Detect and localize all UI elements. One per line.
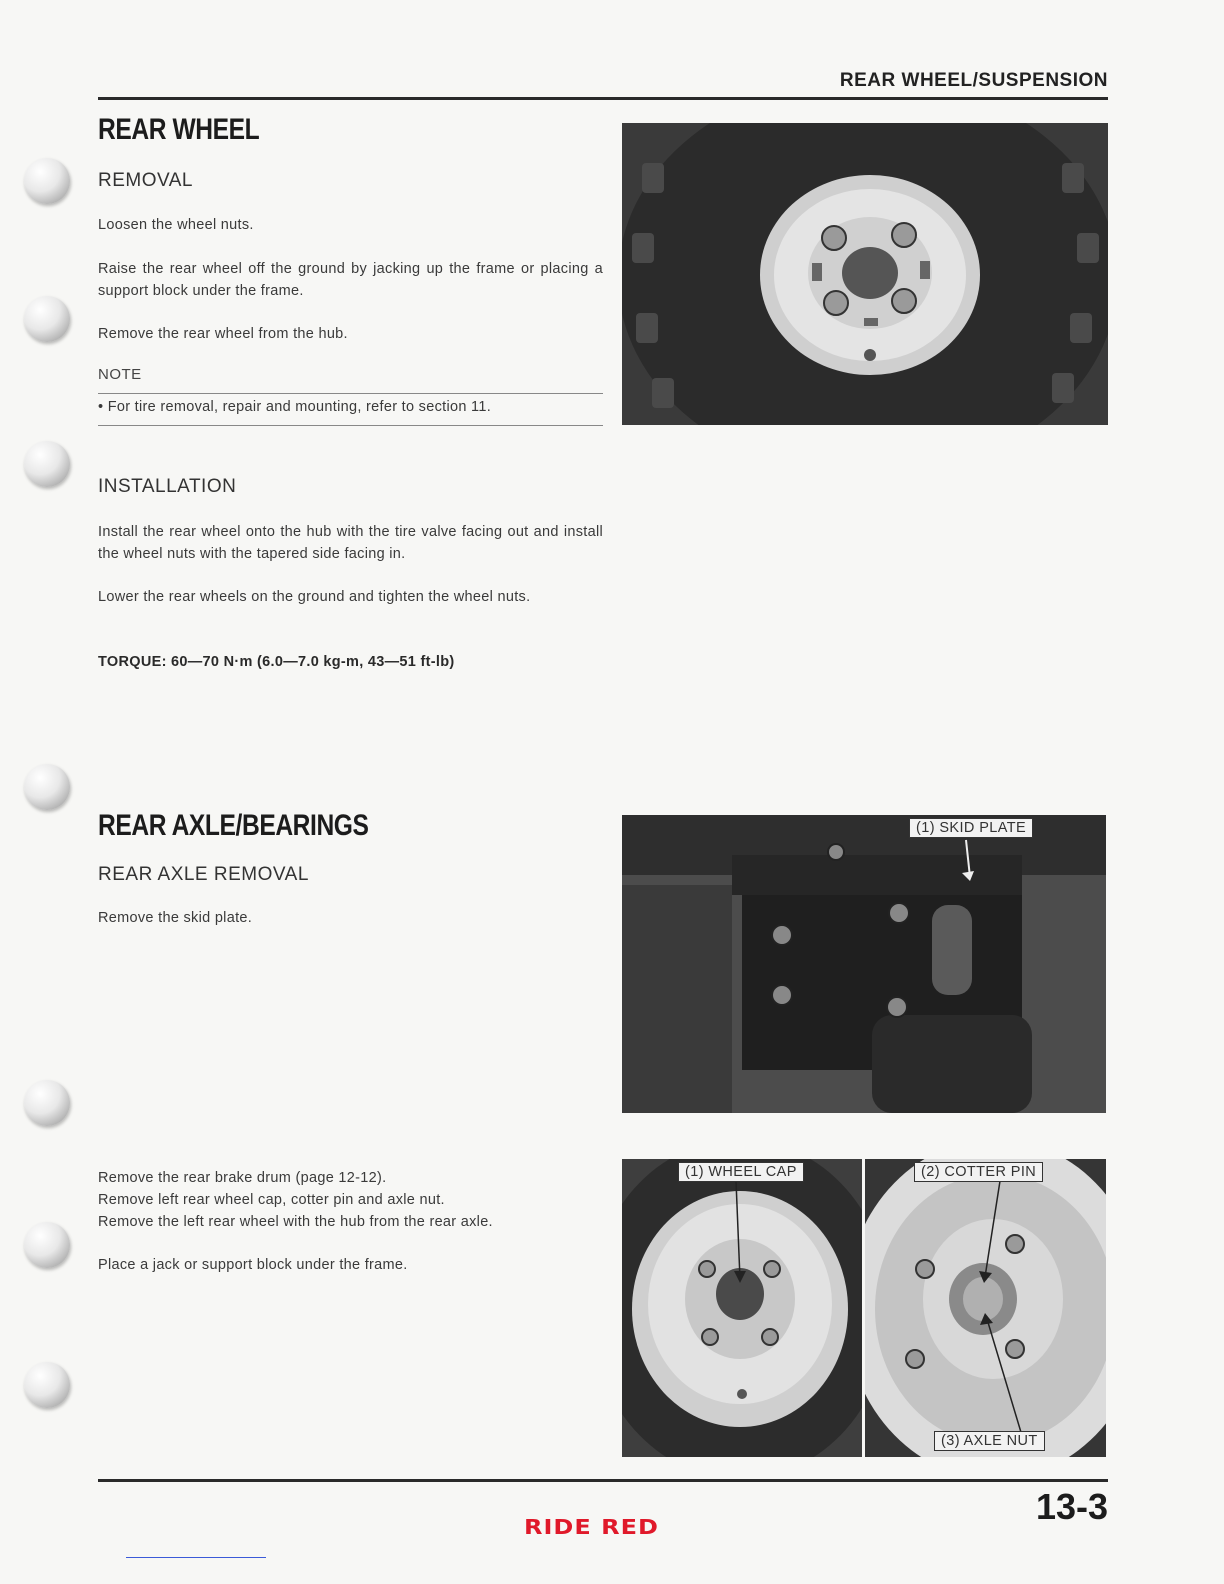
section-header: REAR WHEEL/SUSPENSION: [839, 70, 1108, 91]
axle-nut-label: (3) AXLE NUT: [934, 1431, 1045, 1451]
brand-logo: RIDE RED: [524, 1515, 659, 1539]
installation-step-2: Lower the rear wheels on the ground and tighten the wheel nuts.: [98, 589, 531, 605]
axle-step-jack: Place a jack or support block under the frame.: [98, 1257, 408, 1273]
punch-hole-6: [24, 1222, 70, 1268]
rear-wheel-photo: [622, 123, 1108, 425]
note-divider-top: [98, 393, 603, 394]
punch-hole-4: [24, 764, 70, 810]
punch-hole-1: [24, 158, 70, 204]
axle-step-line-2: Remove left rear wheel cap, cotter pin and axle nut.: [98, 1192, 445, 1208]
wheel-cap-label: (1) WHEEL CAP: [678, 1162, 804, 1182]
rear-axle-removal-heading: REAR AXLE REMOVAL: [98, 864, 309, 885]
punch-hole-7: [24, 1362, 70, 1408]
installation-step-1: Install the rear wheel onto the hub with the tire valve facing out and install the wheel nuts with the tapered side facing in.: [98, 524, 603, 562]
skid-plate-label: (1) SKID PLATE: [909, 818, 1033, 838]
note-item: • For tire removal, repair and mounting, refer to section 11.: [98, 399, 492, 415]
cotter-pin-label: (2) COTTER PIN: [914, 1162, 1043, 1182]
wheel-cap-illustration: [622, 1159, 862, 1457]
page-number: 13-3: [1035, 1486, 1108, 1527]
removal-step-1: Loosen the wheel nuts.: [98, 217, 254, 233]
rear-axle-title: REAR AXLE/BEARINGS: [98, 809, 369, 842]
installation-heading: INSTALLATION: [98, 476, 237, 497]
note-label: NOTE: [98, 366, 142, 383]
skid-plate-illustration: [622, 815, 1106, 1113]
axle-step-line-3: Remove the left rear wheel with the hub from the rear axle.: [98, 1214, 493, 1230]
skid-plate-photo: [622, 815, 1106, 1113]
axle-step-skid-plate: Remove the skid plate.: [98, 910, 253, 926]
cotter-pin-illustration: [865, 1159, 1106, 1457]
torque-spec: TORQUE: 60—70 N·m (6.0—7.0 kg-m, 43—51 ft-lb): [98, 654, 455, 670]
footer-rule: [98, 1479, 1108, 1482]
header-rule: [98, 97, 1108, 100]
rear-wheel-illustration: [622, 123, 1108, 425]
removal-step-2: Raise the rear wheel off the ground by jacking up the frame or placing a support block under the frame.: [98, 261, 603, 299]
rear-wheel-title: REAR WHEEL: [98, 113, 260, 146]
punch-hole-3: [24, 441, 70, 487]
wheel-cap-photo: [622, 1159, 862, 1457]
punch-hole-5: [24, 1080, 70, 1126]
note-divider-bottom: [98, 425, 603, 426]
axle-step-line-1: Remove the rear brake drum (page 12-12).: [98, 1170, 387, 1186]
punch-hole-2: [24, 296, 70, 342]
removal-step-3: Remove the rear wheel from the hub.: [98, 326, 348, 342]
link-underline: [126, 1557, 266, 1558]
removal-heading: REMOVAL: [98, 170, 194, 191]
cotter-pin-photo: [865, 1159, 1106, 1457]
